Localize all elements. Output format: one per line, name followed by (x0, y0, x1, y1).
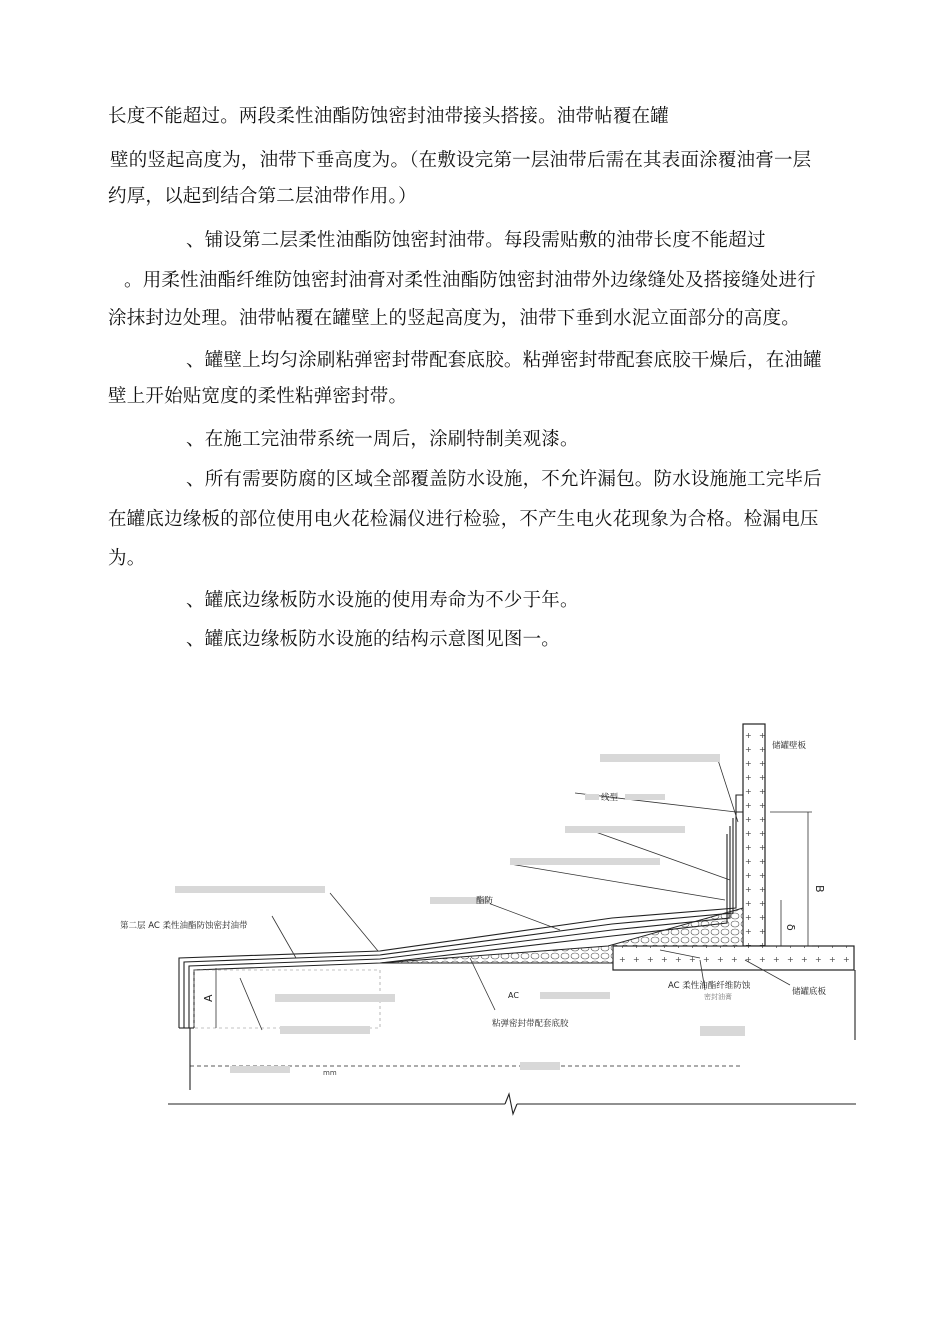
paragraph-line: 长度不能超过。两段柔性油酯防蚀密封油带接头搭接。油带帖覆在罐 (108, 106, 670, 127)
paragraph-line: 、罐壁上均匀涂刷粘弹密封带配套底胶。粘弹密封带配套底胶干燥后，在油罐 (186, 350, 822, 371)
tank-wall (743, 724, 765, 946)
tank-bottom-plate (613, 946, 854, 970)
label-primer: 粘弹密封带配套底胶 (492, 1019, 569, 1029)
paragraph-line: 、罐底边缘板防水设施的结构示意图见图一。 (186, 629, 561, 650)
paragraph-line: 、所有需要防腐的区域全部覆盖防水设施，不允许漏包。防水设施施工完毕后 (186, 469, 822, 490)
label-dim-delta: δ (784, 924, 797, 931)
label-dim-b: B (813, 885, 826, 893)
paragraph-line: 涂抹封边处理。油带帖覆在罐壁上的竖起高度为，油带下垂到水泥立面部分的高度。 (108, 308, 800, 329)
label-unit-mm: mm (323, 1069, 337, 1077)
paragraph-line: 为。 (108, 548, 146, 569)
label-dim-a: A (202, 994, 215, 1002)
label-tank-bottom: 储罐底板 (792, 987, 827, 997)
paragraph-line: 壁上开始贴宽度的柔性粘弹密封带。 (108, 386, 408, 407)
paragraph-line: 、在施工完油带系统一周后，涂刷特制美观漆。 (186, 429, 579, 450)
label-viscoelastic: 线型 (601, 793, 619, 803)
label-tank-wall: 储罐壁板 (772, 741, 807, 751)
label-fiber-paste: AC 柔性油酯纤维防蚀 (668, 981, 751, 991)
paragraph-line: 。用柔性油酯纤维防蚀密封油膏对柔性油酯防蚀密封油带外边缘缝处及搭接缝处进行 (124, 270, 816, 291)
paragraph-line: 、铺设第二层柔性油酯防蚀密封油带。每段需贴敷的油带长度不能超过 (186, 230, 766, 251)
paragraph-line: 壁的竖起高度为，油带下垂高度为。（在敷设完第一层油带后需在其表面涂覆油膏一层 (110, 150, 812, 171)
label-anticorr: 酯防 (476, 896, 494, 906)
label-ac: AC (508, 991, 519, 1000)
faded-annotations (175, 754, 745, 1073)
paragraph-line: 在罐底边缘板的部位使用电火花检漏仪进行检验，不产生电火花现象为合格。检漏电压 (108, 509, 819, 530)
label-fiber-paste-2: 密封油膏 (704, 993, 732, 1001)
paragraph-line: 、罐底边缘板防水设施的使用寿命为不少于年。 (186, 590, 579, 611)
paragraph-line: 约厚，以起到结合第二层油带作用。） (108, 186, 417, 207)
label-second-layer: 第二层 AC 柔性油酯防蚀密封油带 (120, 921, 248, 931)
